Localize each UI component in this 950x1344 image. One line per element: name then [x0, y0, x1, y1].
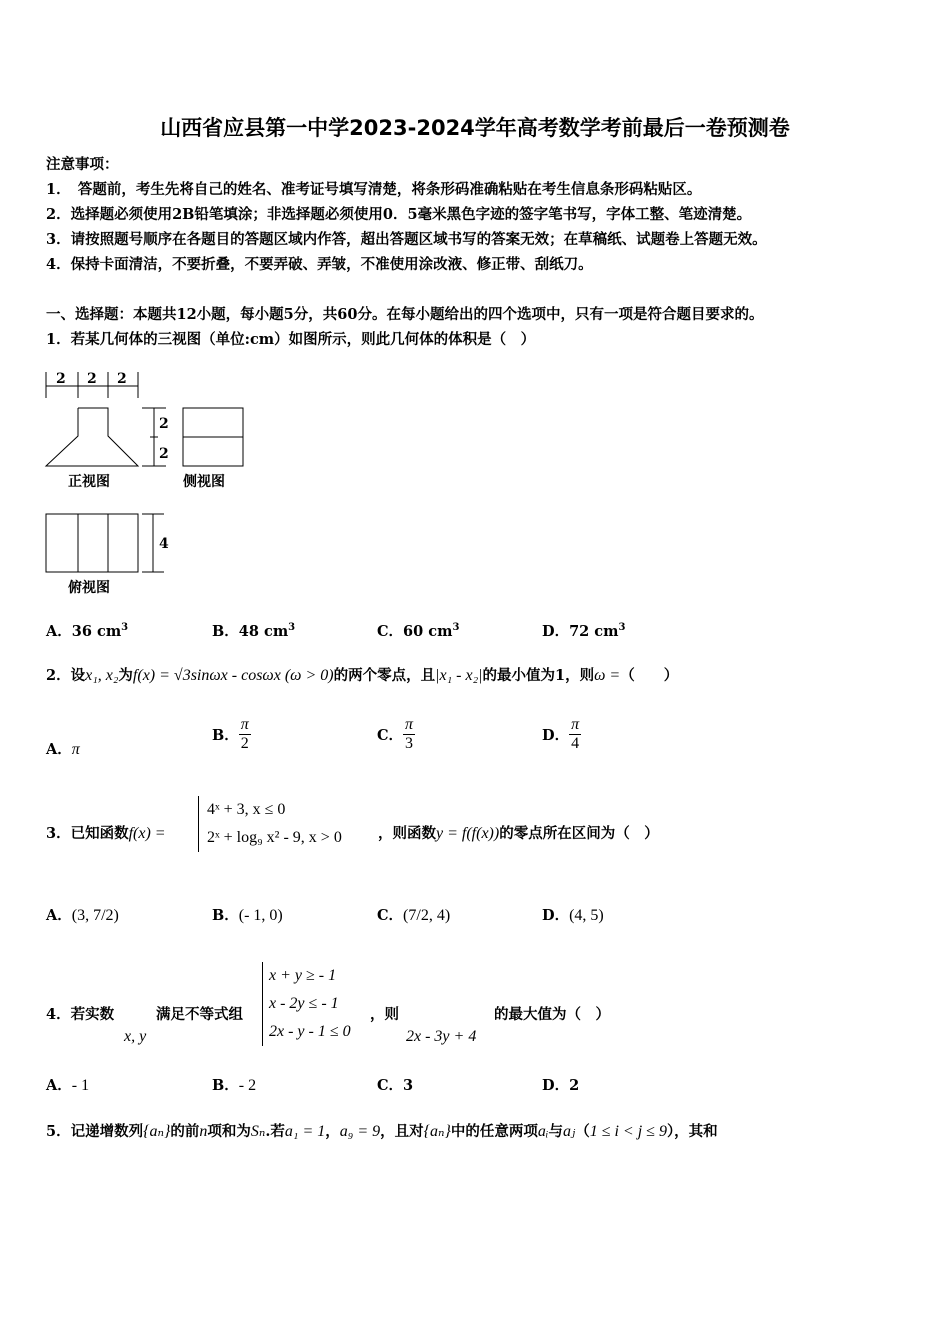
notice-item: 1． 答题前，考生先将自己的姓名、准考证号填写清楚，将条形码准确粘贴在考生信息条形码粘贴区。: [46, 181, 702, 198]
option-b[interactable]: B．- 2: [212, 1077, 257, 1094]
side-view-label: 侧视图: [183, 474, 225, 490]
option-c[interactable]: C．60 $cm^3$: [377, 622, 460, 640]
option-a[interactable]: A．π: [46, 741, 80, 758]
option-b[interactable]: B．(- 1, 0): [212, 907, 283, 924]
question-4-lead: 4．若实数: [46, 1006, 115, 1023]
dim-label: 2: [87, 371, 97, 387]
dim-label: 4: [159, 536, 169, 552]
option-c[interactable]: C．(7/2, 4): [377, 907, 451, 924]
three-view-figure: [40, 368, 260, 598]
dim-label: 2: [159, 416, 169, 432]
dim-label: 2: [117, 371, 127, 387]
option-d[interactable]: D．2: [542, 1077, 580, 1094]
section-heading: 一、选择题：本题共12小题，每小题5分，共60分。在每小题给出的四个选项中，只有一项是符合题目要求的。: [46, 306, 764, 323]
question-4-tail: 的最大值为（ ）: [494, 1006, 610, 1023]
option-b[interactable]: B．48 $cm^3$: [212, 622, 296, 640]
option-a[interactable]: A．(3, 7/2): [46, 907, 119, 924]
question-4-mid: 满足不等式组: [156, 1006, 243, 1023]
top-view-label: 俯视图: [68, 580, 110, 596]
option-d[interactable]: D． $\frac{\pi}{4}$: [542, 716, 580, 752]
option-c[interactable]: C．3: [377, 1077, 414, 1094]
front-view-label: 正视图: [68, 474, 110, 490]
question-3-lead: 3．已知函数f(x) =: [46, 825, 166, 842]
question-2-text: 2．设x₁, x₂为f(x) = √3sinωx - cosωx (ω > 0)的两个零点，且|x₁ - x₂|的最小值为1，则ω =（ ）: [46, 667, 679, 684]
dim-label: 2: [56, 371, 66, 387]
objective-expression: 2x - 3y + 4: [406, 1028, 477, 1045]
option-d[interactable]: D．(4, 5): [542, 907, 604, 924]
option-d[interactable]: D．72 $cm^3$: [542, 622, 626, 640]
page-title: 山西省应县第一中学2023-2024学年高考数学考前最后一卷预测卷: [160, 116, 790, 140]
notice-item: 4．保持卡面清洁，不要折叠，不要弄破、弄皱，不准使用涂改液、修正带、刮纸刀。: [46, 256, 593, 273]
piecewise-function: 4ˣ + 3, x ≤ 0 2ˣ + log₉ x² - 9, x > 0: [198, 796, 342, 852]
constraint-system: x + y ≥ - 1 x - 2y ≤ - 1 2x - y - 1 ≤ 0: [262, 962, 351, 1046]
variables: x, y: [124, 1028, 147, 1045]
notice-item: 2．选择题必须使用2B铅笔填涂；非选择题必须使用0．5毫米黑色字迹的签字笔书写，字体工整、笔迹清楚。: [46, 206, 752, 223]
notice-heading: 注意事项：: [46, 156, 119, 173]
question-3-tail: ，则函数y = f(f(x))的零点所在区间为（ ）: [378, 825, 659, 842]
option-c[interactable]: C． $\frac{\pi}{3}$: [377, 716, 414, 752]
question-1-text: 1．若某几何体的三视图（单位:cm）如图所示，则此几何体的体积是（ ）: [46, 331, 536, 348]
option-a[interactable]: A．36 $cm^3$: [46, 622, 129, 640]
notice-item: 3．请按照题号顺序在各题目的答题区域内作答，超出答题区域书写的答案无效；在草稿纸、试题卷上答题无效。: [46, 231, 767, 248]
option-b[interactable]: B． $\frac{\pi}{2}$: [212, 716, 249, 752]
dim-label: 2: [159, 446, 169, 462]
question-5-text: 5．记递增数列{aₙ}的前n项和为Sₙ.若a₁ = 1，a₉ = 9，且对{aₙ}中的任意两项aᵢ与aⱼ（1 ≤ i < j ≤ 9），其和: [46, 1123, 718, 1140]
question-4-then: ，则: [370, 1006, 399, 1023]
option-a[interactable]: A．- 1: [46, 1077, 90, 1094]
